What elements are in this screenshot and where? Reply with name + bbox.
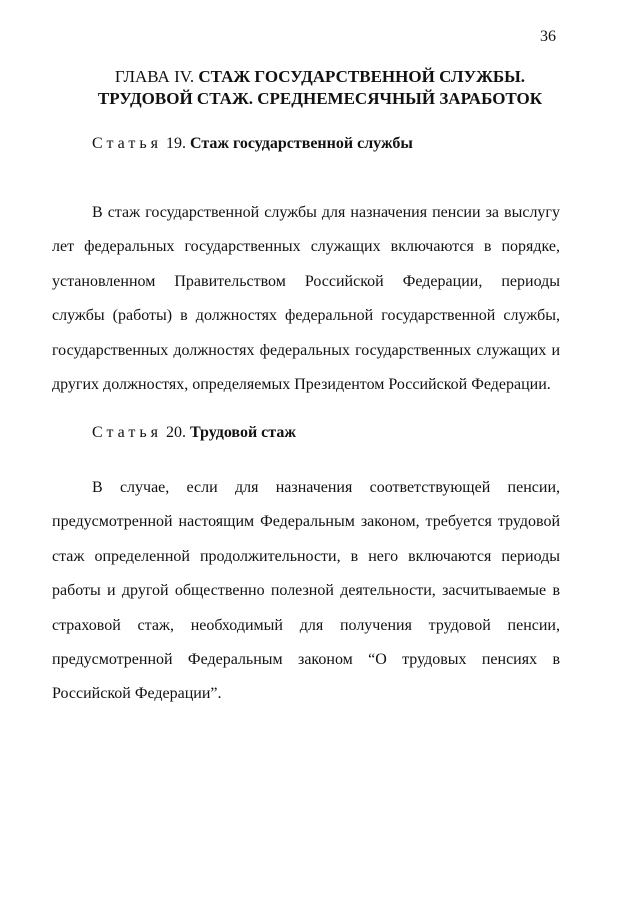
article-label: Статья	[92, 135, 162, 152]
article-number: 19.	[165, 135, 186, 152]
article-19-paragraph	[52, 196, 560, 402]
paragraph-line: установленном Правительством Российской Федерации, периоды	[52, 272, 560, 290]
article-20-paragraph	[52, 471, 560, 712]
paragraph-line: лет федеральных государственных служащих включаются в порядке,	[52, 238, 560, 256]
chapter-heading-line-1	[0, 66, 640, 88]
article-title: Стаж государственной службы	[189, 135, 413, 152]
paragraph-line: предусмотренной Федеральным законом “О трудовых пенсиях в	[52, 651, 560, 669]
article-title: Трудовой стаж	[189, 424, 296, 441]
paragraph-line: государственных должностях федеральных государственных служащих и	[52, 341, 560, 359]
article-19-heading	[92, 135, 413, 153]
paragraph-line: В случае, если для назначения соответствующей пенсии,	[92, 479, 560, 496]
article-number: 20.	[165, 424, 186, 441]
paragraph-line: стаж определенной продолжительности, в него включаются периоды	[52, 547, 560, 565]
article-label: Статья	[92, 424, 162, 441]
paragraph-line: предусмотренной настоящим Федеральным законом, требуется трудовой	[52, 513, 560, 531]
chapter-title-line-2: ТРУДОВОЙ СТАЖ. СРЕДНЕМЕСЯЧНЫЙ ЗАРАБОТОК	[97, 89, 543, 108]
paragraph-line: В стаж государственной службы для назначения пенсии за выслугу	[92, 204, 560, 221]
article-20-heading	[92, 424, 296, 442]
paragraph-line: службы (работы) в должностях федеральной государственной службы,	[52, 307, 560, 325]
chapter-prefix: ГЛАВА IV.	[114, 67, 195, 86]
paragraph-line: работы и другой общественно полезной деятельности, засчитываемые в	[52, 582, 560, 600]
chapter-title-line-1: СТАЖ ГОСУДАРСТВЕННОЙ СЛУЖБЫ.	[198, 67, 526, 86]
paragraph-line: других должностях, определяемых Президентом Российской Федерации.	[52, 376, 551, 394]
paragraph-line: Российской Федерации”.	[52, 685, 222, 703]
chapter-heading	[0, 66, 640, 110]
page-number: 36	[540, 28, 556, 45]
paragraph-line: страховой стаж, необходимый для получения трудовой пенсии,	[52, 616, 560, 634]
